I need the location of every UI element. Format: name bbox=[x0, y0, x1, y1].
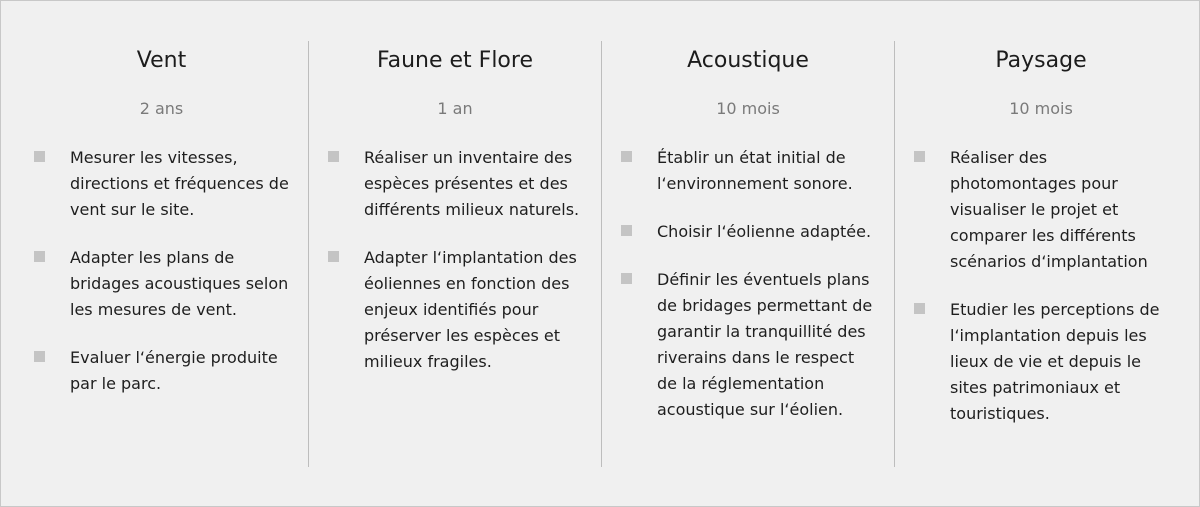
task-list bbox=[327, 145, 583, 375]
task-text: Mesurer les vitesses, directions et fréquences de vent sur le site. bbox=[70, 148, 289, 219]
square-bullet-icon bbox=[34, 251, 45, 262]
square-bullet-icon bbox=[328, 251, 339, 262]
list-item bbox=[620, 267, 876, 423]
column-title: Paysage bbox=[995, 48, 1087, 73]
study-column-faune-flore bbox=[308, 41, 601, 467]
study-column-acoustique bbox=[601, 41, 894, 467]
list-item bbox=[33, 245, 290, 323]
column-duration: 2 ans bbox=[139, 99, 184, 118]
square-bullet-icon bbox=[34, 151, 45, 162]
list-item bbox=[620, 145, 876, 197]
task-text: Adapter l‘implantation des éoliennes en fonction des enjeux identifiés pour préserver les espèces et milieux fragiles. bbox=[364, 248, 577, 371]
list-item bbox=[327, 145, 583, 223]
task-text: Réaliser un inventaire des espèces présentes et des différents milieux naturels. bbox=[364, 148, 580, 219]
study-column-vent bbox=[15, 41, 308, 467]
task-text: Evaluer l‘énergie produite par le parc. bbox=[70, 348, 278, 393]
task-list bbox=[33, 145, 290, 397]
list-item bbox=[913, 297, 1169, 427]
list-item bbox=[620, 219, 876, 245]
square-bullet-icon bbox=[621, 151, 632, 162]
list-item bbox=[327, 245, 583, 375]
column-title: Faune et Flore bbox=[376, 48, 533, 73]
task-text: Choisir l‘éolienne adaptée. bbox=[657, 222, 872, 241]
list-item bbox=[33, 145, 290, 223]
list-item bbox=[913, 145, 1169, 275]
task-text: Établir un état initial de l‘environnement sonore. bbox=[657, 148, 853, 193]
task-text: Etudier les perceptions de l‘implantation depuis les lieux de vie et depuis le sites patrimoniaux et touristiques. bbox=[950, 300, 1160, 423]
column-duration: 10 mois bbox=[716, 99, 780, 118]
task-list bbox=[620, 145, 876, 423]
square-bullet-icon bbox=[328, 151, 339, 162]
column-duration: 1 an bbox=[437, 99, 473, 118]
square-bullet-icon bbox=[621, 225, 632, 236]
column-title: Vent bbox=[136, 48, 187, 73]
square-bullet-icon bbox=[621, 273, 632, 284]
square-bullet-icon bbox=[914, 303, 925, 314]
list-item bbox=[33, 345, 290, 397]
studies-columns bbox=[15, 41, 1187, 467]
square-bullet-icon bbox=[914, 151, 925, 162]
task-text: Réaliser des photomontages pour visualiser le projet et comparer les différents scénarios d‘implantation bbox=[950, 148, 1148, 271]
square-bullet-icon bbox=[34, 351, 45, 362]
column-title: Acoustique bbox=[687, 48, 809, 73]
column-duration: 10 mois bbox=[1009, 99, 1073, 118]
study-column-paysage bbox=[894, 41, 1187, 467]
task-list bbox=[913, 145, 1169, 427]
task-text: Définir les éventuels plans de bridages permettant de garantir la tranquillité des riverains dans le respect de la réglementation acoustique sur l‘éolien. bbox=[657, 270, 873, 419]
task-text: Adapter les plans de bridages acoustiques selon les mesures de vent. bbox=[70, 248, 289, 319]
